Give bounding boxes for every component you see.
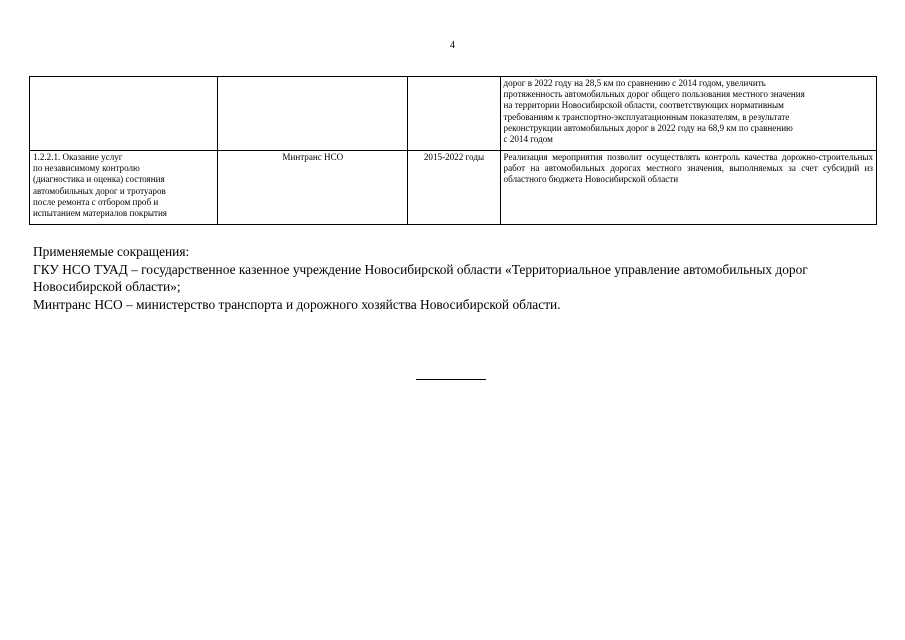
result-line: на территории Новосибирской области, соответствующих нормативным xyxy=(503,100,784,111)
activity-line: после ремонта с отбором проб и xyxy=(33,196,159,207)
activity-line: по независимому контролю xyxy=(33,163,140,174)
page-number: 4 xyxy=(450,40,455,51)
table-row xyxy=(30,77,877,151)
abbreviations-block xyxy=(33,243,878,313)
abbreviation-item: ГКУ НСО ТУАД – государственное казенное учреждение Новосибирской области «Территориальное управление автомобильных дорог Новосибирской области»; xyxy=(33,261,808,295)
period-cell: 2015-2022 годы xyxy=(408,151,500,225)
abbreviation-item: Минтранс НСО – министерство транспорта и дорожного хозяйства Новосибирской области. xyxy=(33,296,561,312)
activity-line: испытанием материалов покрытия xyxy=(33,208,167,219)
abbreviations-heading: Применяемые сокращения: xyxy=(33,244,190,259)
activity-cell xyxy=(30,151,218,225)
activities-table xyxy=(29,76,877,225)
result-line: дорог в 2022 году на 28,5 км по сравнению с 2014 годом, увеличить xyxy=(503,78,766,88)
table-row xyxy=(30,151,877,225)
result-line: реконструкции автомобильных дорог в 2022 году на 68,9 км по сравнению xyxy=(503,122,793,133)
executor-cell-empty xyxy=(218,77,408,151)
result-line: требованиям к транспортно-эксплуатационным показателям, в результате xyxy=(503,111,790,122)
activity-cell-empty xyxy=(30,77,218,151)
end-divider xyxy=(416,379,486,380)
result-cell xyxy=(500,77,876,151)
activity-line: 1.2.2.1. Оказание услуг xyxy=(33,152,123,162)
executor-cell: Минтранс НСО xyxy=(218,151,408,225)
period-cell-empty xyxy=(408,77,500,151)
activity-line: (диагностика и оценка) состояния xyxy=(33,174,165,185)
result-line: с 2014 годом xyxy=(503,134,553,145)
result-line: протяженность автомобильных дорог общего пользования местного значения xyxy=(503,89,805,100)
result-cell: Реализация мероприятия позволит осуществлять контроль качества дорожно-строительных работ на автомобильных дорогах местного значения, выполняемых за счет субсидий из областного бюджета Новосибирской области xyxy=(500,151,876,225)
activity-line: автомобильных дорог и тротуаров xyxy=(33,185,166,196)
